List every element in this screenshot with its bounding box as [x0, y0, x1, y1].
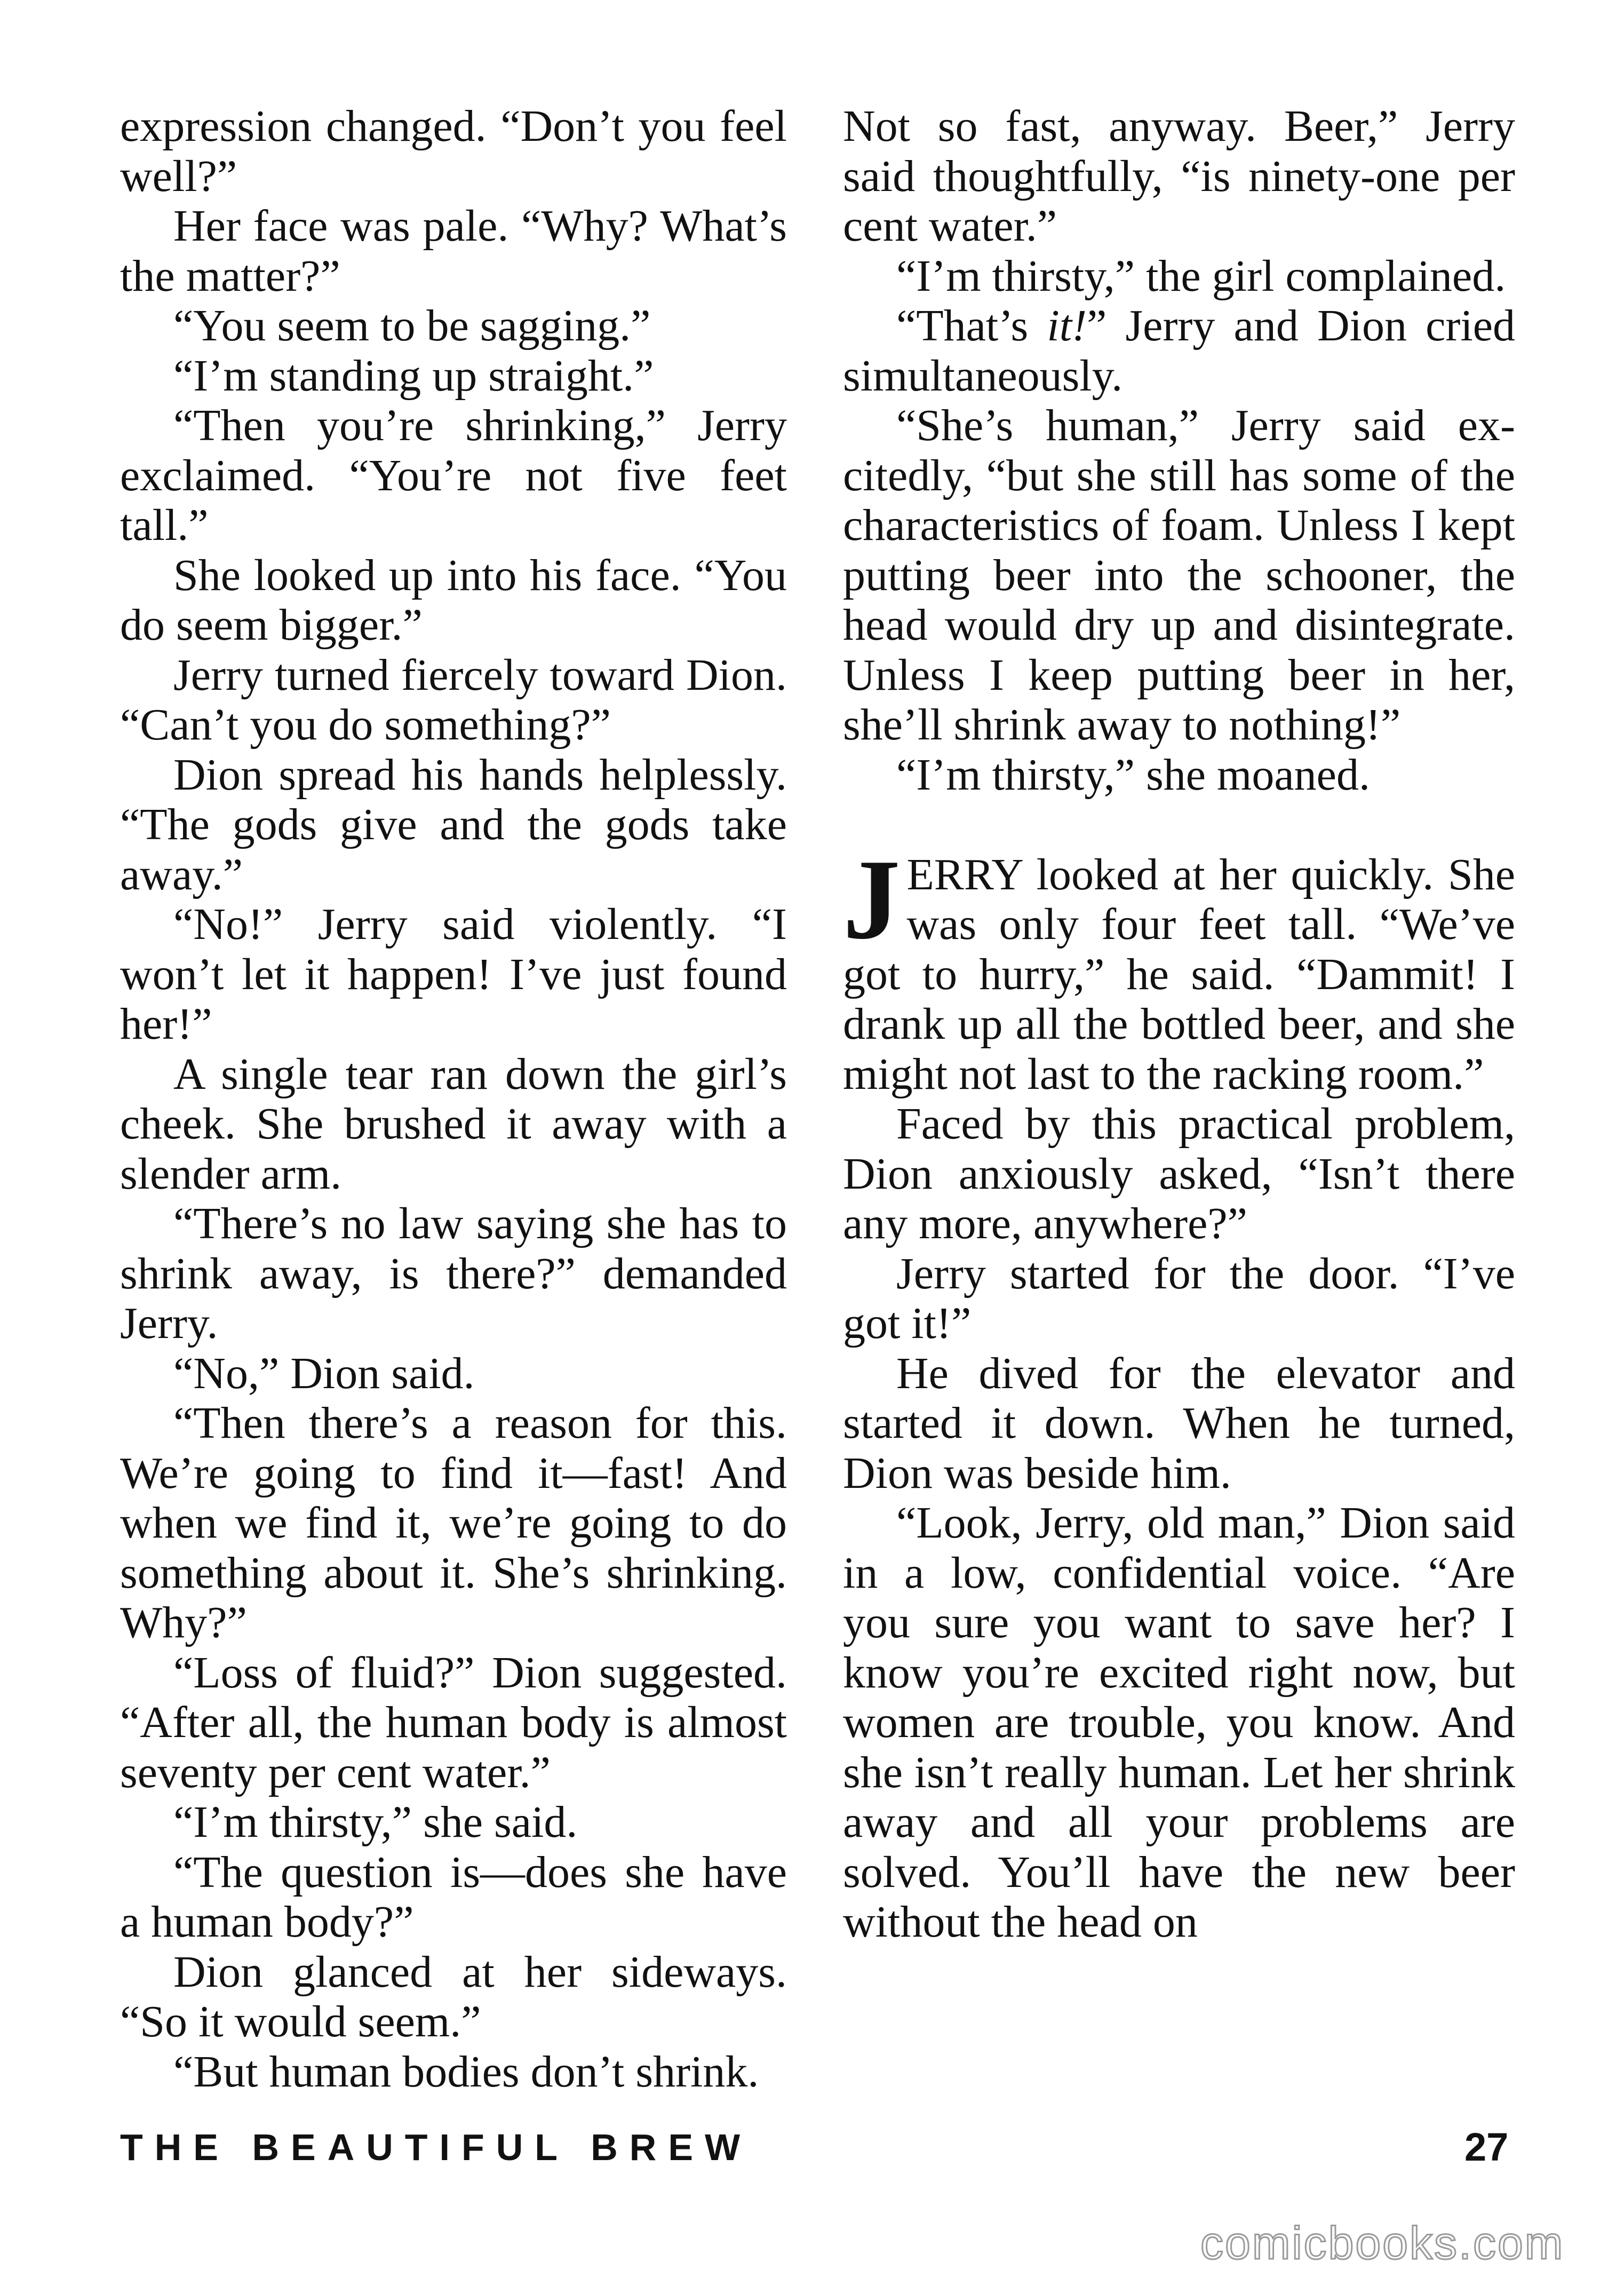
drop-cap-small-caps: ERRY: [906, 849, 1022, 899]
paragraph: expression changed. “Don’t you feel well?”: [120, 101, 787, 201]
right-column-bottom-paragraphs: [843, 1099, 1515, 1947]
page-number: 27: [1464, 2125, 1509, 2169]
paragraph: “No,” Dion said.: [173, 1348, 475, 1398]
paragraph: “No!” Jerry said violently. “I won’t let it happen! I’ve just found her!”: [120, 899, 787, 1049]
dropcap-paragraph: [843, 835, 1515, 1100]
running-footer-title: THE BEAUTIFUL BREW: [120, 2126, 752, 2168]
site-watermark: comicbooks.com: [1200, 2218, 1565, 2269]
paragraph: [843, 301, 1515, 401]
right-column-top-paragraphs: [843, 101, 1515, 800]
paragraph: “I’m thirsty,” she said.: [173, 1797, 578, 1847]
paragraph: “I’m thirsty,” the girl complained.: [896, 251, 1506, 301]
paragraph: She looked up into his face. “You do seem bigger.”: [120, 550, 787, 650]
paragraph: “But human bodies don’t shrink.: [173, 2046, 759, 2097]
paragraph: Not so fast, anyway. Beer,” Jerry said thoughtfully, “is ninety-one per cent water.”: [843, 101, 1515, 251]
paragraph: Her face was pale. “Why? What’s the matter?”: [120, 201, 787, 301]
paragraph-text: “That’s: [896, 301, 1047, 351]
drop-cap-paragraph-text: looked at her quickly. She was only four feet tall. “We’ve got to hurry,” he said. “Dammit! I drank up all the bottled beer, and she might not last to the racking room.”: [843, 849, 1515, 1099]
paragraph: “She’s human,” Jerry said excitedly, “but she still has some of the characteristics of foam. Unless I kept putting beer into the schooner, the head would dry up and disintegrate. Unless I keep putting beer in her, she’ll shrink away to nothing!”: [843, 401, 1515, 750]
paragraph: Dion glanced at her sideways. “So it would seem.”: [120, 1947, 787, 2046]
paragraph: “Look, Jerry, old man,” Dion said in a low, confidential voice. “Are you sure you want to save her? I know you’re excited right now, but women are trouble, you know. And she isn’t really human. Let her shrink away and all your problems are solved. You’ll have the new beer without the head on: [843, 1498, 1515, 1947]
section-break: [843, 800, 1515, 850]
paragraph-text: ” Jerry and Dion cried simultaneously.: [843, 301, 1515, 401]
paragraph: “The question is—does she have a human body?”: [120, 1847, 787, 1947]
paragraph: Dion spread his hands helplessly. “The gods give and the gods take away.”: [120, 750, 787, 899]
paragraph: Faced by this practical problem, Dion anxiously asked, “Isn’t there any more, anywhere?”: [843, 1099, 1515, 1248]
paragraph: A single tear ran down the girl’s cheek. She brushed it away with a slender arm.: [120, 1049, 787, 1199]
paragraph: “Then you’re shrinking,” Jerry exclaimed. “You’re not five feet tall.”: [120, 401, 787, 550]
drop-cap-initial: J: [843, 835, 901, 963]
left-column: [120, 101, 787, 2097]
paragraph: “I’m thirsty,” she moaned.: [896, 750, 1370, 800]
italic-text: it!: [1047, 301, 1087, 351]
paragraph: Jerry started for the door. “I’ve got it!”: [843, 1248, 1515, 1348]
paragraph: He dived for the elevator and started it down. When he turned, Dion was beside him.: [843, 1348, 1515, 1498]
paragraph: “Then there’s a reason for this. We’re going to find it—fast! And when we find it, we’re going to do something about it. She’s shrinking. Why?”: [120, 1398, 787, 1647]
paragraph: Jerry turned fiercely toward Dion. “Can’t you do something?”: [120, 650, 787, 750]
right-column: [843, 101, 1515, 1947]
paragraph: “I’m standing up straight.”: [173, 351, 654, 401]
paragraph: “Loss of fluid?” Dion suggested. “After all, the human body is almost seventy per cent water.”: [120, 1647, 787, 1797]
paragraph: “You seem to be sagging.”: [173, 301, 651, 351]
paragraph: “There’s no law saying she has to shrink away, is there?” demanded Jerry.: [120, 1199, 787, 1348]
